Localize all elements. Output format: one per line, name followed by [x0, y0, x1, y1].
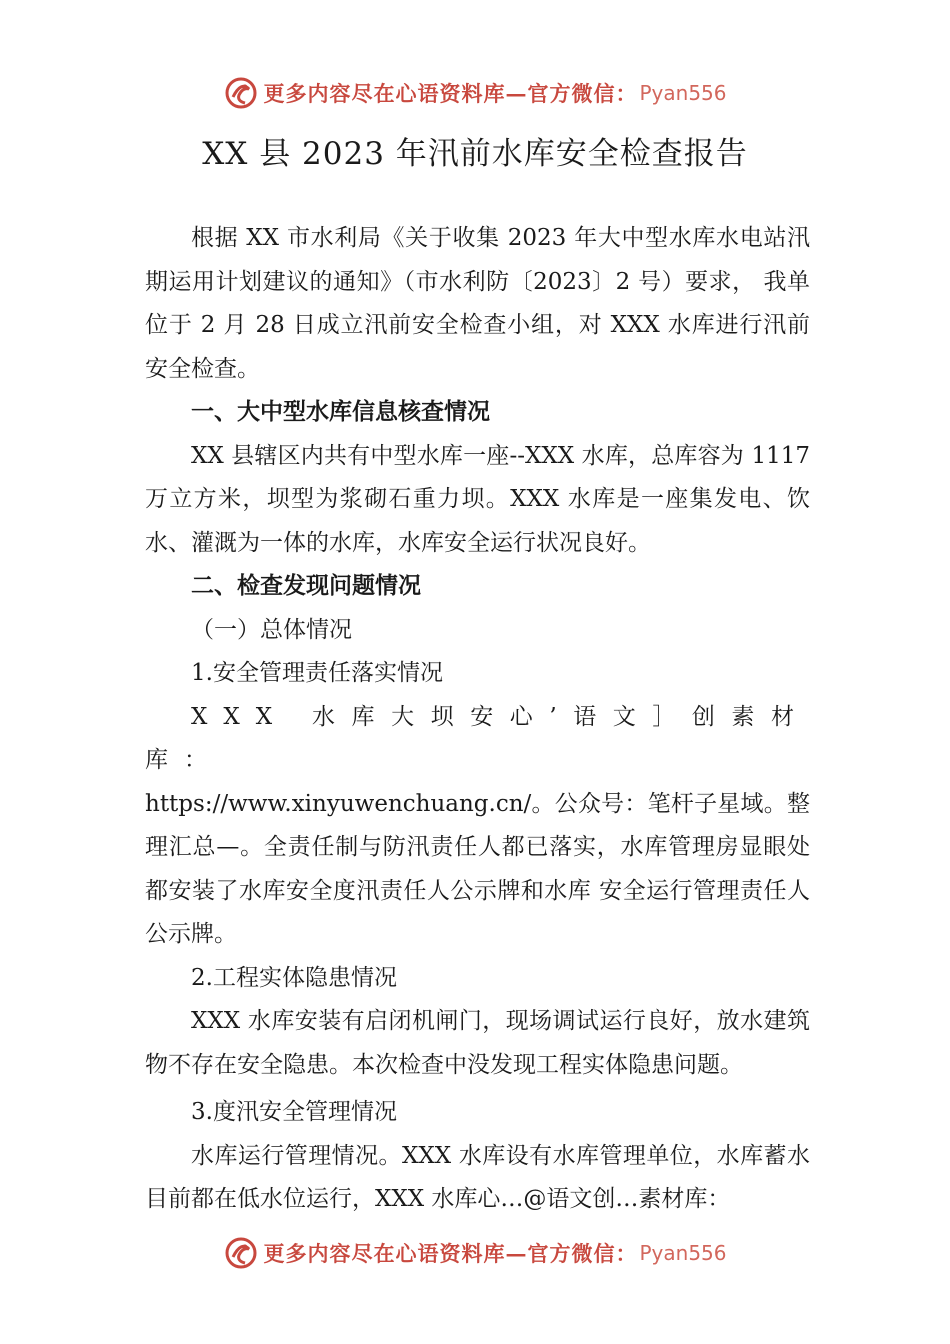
paragraph-hazards: XXX 水库安装有启闭机闸门，现场调试运行良好，放水建筑物不存在安全隐患。本次检查中没发现工程实体隐患问题。	[145, 1008, 810, 1078]
swirl-logo-icon	[223, 1235, 259, 1271]
swirl-logo-icon	[223, 75, 259, 111]
paragraph-responsibility-line1: XXX 水库大坝安心’语文］创素材库：	[145, 703, 810, 773]
paragraph-responsibility-body: https://www.xinyuwenchuang.cn/。公众号：笔杆子星域。整理汇总—。全责任制与防汛责任人都已落实，水库管理房显眼处都安装了水库安全度汛责任人公示牌和水库 安全运行管理责任人公示牌。	[145, 790, 810, 947]
banner-text: 更多内容尽在心语资料库—官方微信：	[263, 81, 638, 106]
subheading-responsibility: 1.安全管理责任落实情况	[191, 660, 443, 686]
document-body	[145, 217, 810, 1222]
subheading-hazards: 2.工程实体隐患情况	[191, 964, 397, 991]
subheading-overall: （一）总体情况	[191, 616, 352, 643]
footer-watermark-banner	[0, 1233, 950, 1273]
banner-wechat-id: Pyan556	[639, 81, 727, 105]
paragraph-operation: 水库运行管理情况。XXX 水库设有水库管理单位，水库蓄水目前都在低水位运行，XXX 水库心…@语文创…素材库：	[145, 1142, 810, 1212]
subheading-flood-safety: 3.度汛安全管理情况	[191, 1099, 397, 1125]
header-watermark-banner	[0, 73, 950, 113]
banner-text: 更多内容尽在心语资料库—官方微信：	[263, 1241, 638, 1266]
banner-wechat-id: Pyan556	[639, 1241, 727, 1265]
paragraph-reservoir-info: XX 县辖区内共有中型水库一座--XXX 水库，总库容为 1117 万立方米，坝型为浆砌石重力坝。XXX 水库是一座集发电、饮水、灌溉为一体的水库，水库安全运行状况良好。	[145, 442, 810, 556]
section-heading-2: 二、检查发现问题情况	[191, 573, 421, 599]
section-heading-1: 一、大中型水库信息核查情况	[191, 399, 490, 425]
document-title: XX 县 2023 年汛前水库安全检查报告	[202, 136, 748, 172]
paragraph-intro: 根据 XX 市水利局《关于收集 2023 年大中型水库水电站汛期运用计划建议的通知》（市水利防〔2023〕2 号）要求， 我单位于 2 月 28 日成立汛前安全检查小组，对 XXX 水库进行汛前安全检查。	[145, 225, 810, 382]
